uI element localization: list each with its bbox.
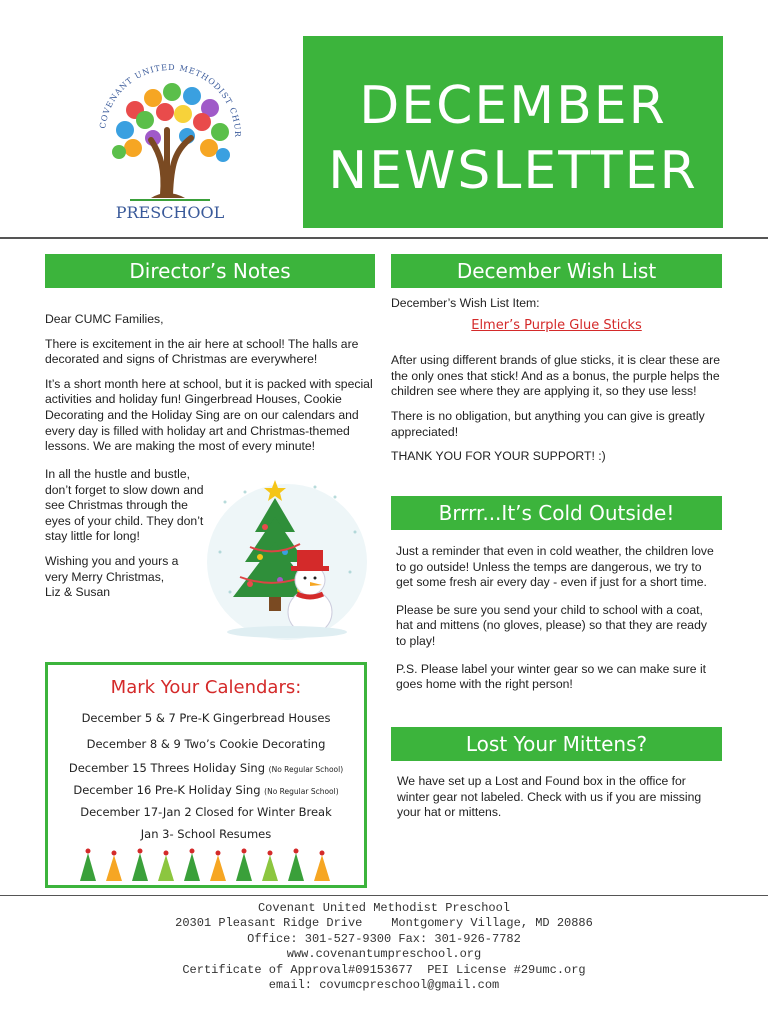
directors-notes-heading: Director’s Notes (45, 254, 375, 288)
tree-of-hands-logo-icon (75, 40, 265, 230)
directors-notes-greeting: Dear CUMC Families, (45, 312, 164, 326)
calendar-event: December 15 Threes Holiday Sing (No Regular School) (68, 761, 344, 775)
closing-line: very Merry Christmas, (45, 569, 165, 584)
footer-email: email: covumcpreschool@gmail.com (268, 978, 500, 993)
preschool-logo (75, 40, 265, 230)
calendar-event: December 17-Jan 2 Closed for Winter Break (80, 805, 332, 819)
calendar-event-note: (No Regular School) (268, 765, 344, 774)
calendar-event: December 16 Pre-K Holiday Sing (No Regular School) (73, 783, 339, 797)
closing-line: Wishing you and yours a (45, 553, 179, 568)
cold-outside-paragraph: Just a reminder that even in cold weather, the children love to go outside! Unless the temps are dangerous, we try to get some fresh air every day - even if just for a short time. (396, 544, 714, 590)
tree-border-icon (78, 847, 338, 883)
svg-text:COVENANT UNITED METHODIST CHUR (75, 40, 242, 138)
cold-outside-heading: Brrrr...It’s Cold Outside! (391, 496, 722, 530)
wish-list-item: Elmer’s Purple Glue Sticks (471, 317, 642, 333)
cold-outside-body (396, 544, 718, 702)
title-line-1: DECEMBER (359, 76, 667, 136)
footer-school-name: Covenant United Methodist Preschool (257, 901, 511, 915)
newsletter-title-banner (303, 36, 723, 228)
wish-list-intro: December’s Wish List Item: (391, 296, 540, 310)
wish-list-body (391, 296, 722, 474)
cold-outside-paragraph: Please be sure you send your child to school with a coat, hat and mittens (no gloves, please) so that they are ready to play! (396, 602, 707, 648)
calendar-event-note: (No Regular School) (264, 787, 339, 796)
calendar-heading: Mark Your Calendars: (110, 677, 302, 698)
wish-list-thanks: THANK YOU FOR YOUR SUPPORT! :) (391, 449, 606, 464)
wish-list-heading: December Wish List (391, 254, 722, 288)
directors-notes-paragraph: There is excitement in the air here at school! The halls are decorated and signs of Christmas are everywhere! (45, 336, 359, 367)
lost-mittens-body (397, 774, 719, 830)
lost-mittens-paragraph: We have set up a Lost and Found box in the office for winter gear not labeled. Check with us if you are missing your hat or mittens. (397, 774, 702, 820)
title-line-2: NEWSLETTER (328, 141, 698, 201)
footer-divider (0, 895, 768, 896)
wish-list-paragraph: After using different brands of glue sticks, it is clear these are the only ones that stick! And as a bonus, the purple helps the children see where they are applying it, so they use less! (391, 353, 721, 399)
header-divider (0, 237, 768, 239)
calendar-event: Jan 3- School Resumes (140, 827, 272, 841)
footer-phone: Office: 301-527-9300 Fax: 301-926-7782 (247, 931, 521, 946)
calendar-box (45, 662, 367, 888)
footer-website: www.covenantumpreschool.org (286, 947, 482, 962)
directors-notes-body (45, 312, 375, 464)
footer-license: Certificate of Approval#09153677 PEI License #29umc.org (182, 962, 586, 977)
calendar-event: December 8 & 9 Two’s Cookie Decorating (86, 737, 326, 751)
directors-notes-closing (45, 467, 205, 601)
christmas-tree-snowman-illustration (205, 472, 370, 640)
footer-address: 20301 Pleasant Ridge Drive Montgomery Village, MD 20886 (175, 916, 593, 931)
directors-notes-paragraph: In all the hustle and bustle, don’t forget to slow down and see Christmas through the eyes of your child. They don’t stay little for long! (45, 467, 204, 544)
logo-arc-text: COVENANT UNITED METHODIST CHUR (98, 62, 243, 138)
directors-notes-paragraph: It’s a short month here at school, but it is packed with special activities and holiday fun! Gingerbread Houses, Cookie Decorating and the Holiday Sing are on our calendars and every day is filled with holiday art and Christmas-themed lessons. We are making the most of every minute! (45, 376, 373, 454)
logo-label: PRESCHOOL (115, 203, 225, 222)
calendar-event: December 5 & 7 Pre-K Gingerbread Houses (81, 711, 331, 725)
lost-mittens-heading: Lost Your Mittens? (391, 727, 722, 761)
wish-list-paragraph: There is no obligation, but anything you can give is greatly appreciated! (391, 408, 705, 439)
cold-outside-paragraph: P.S. Please label your winter gear so we can make sure it goes home with the right person! (396, 661, 707, 692)
christmas-tree-icon (205, 472, 370, 640)
footer-contact-info (0, 901, 768, 993)
signature-line: Liz & Susan (45, 585, 111, 600)
